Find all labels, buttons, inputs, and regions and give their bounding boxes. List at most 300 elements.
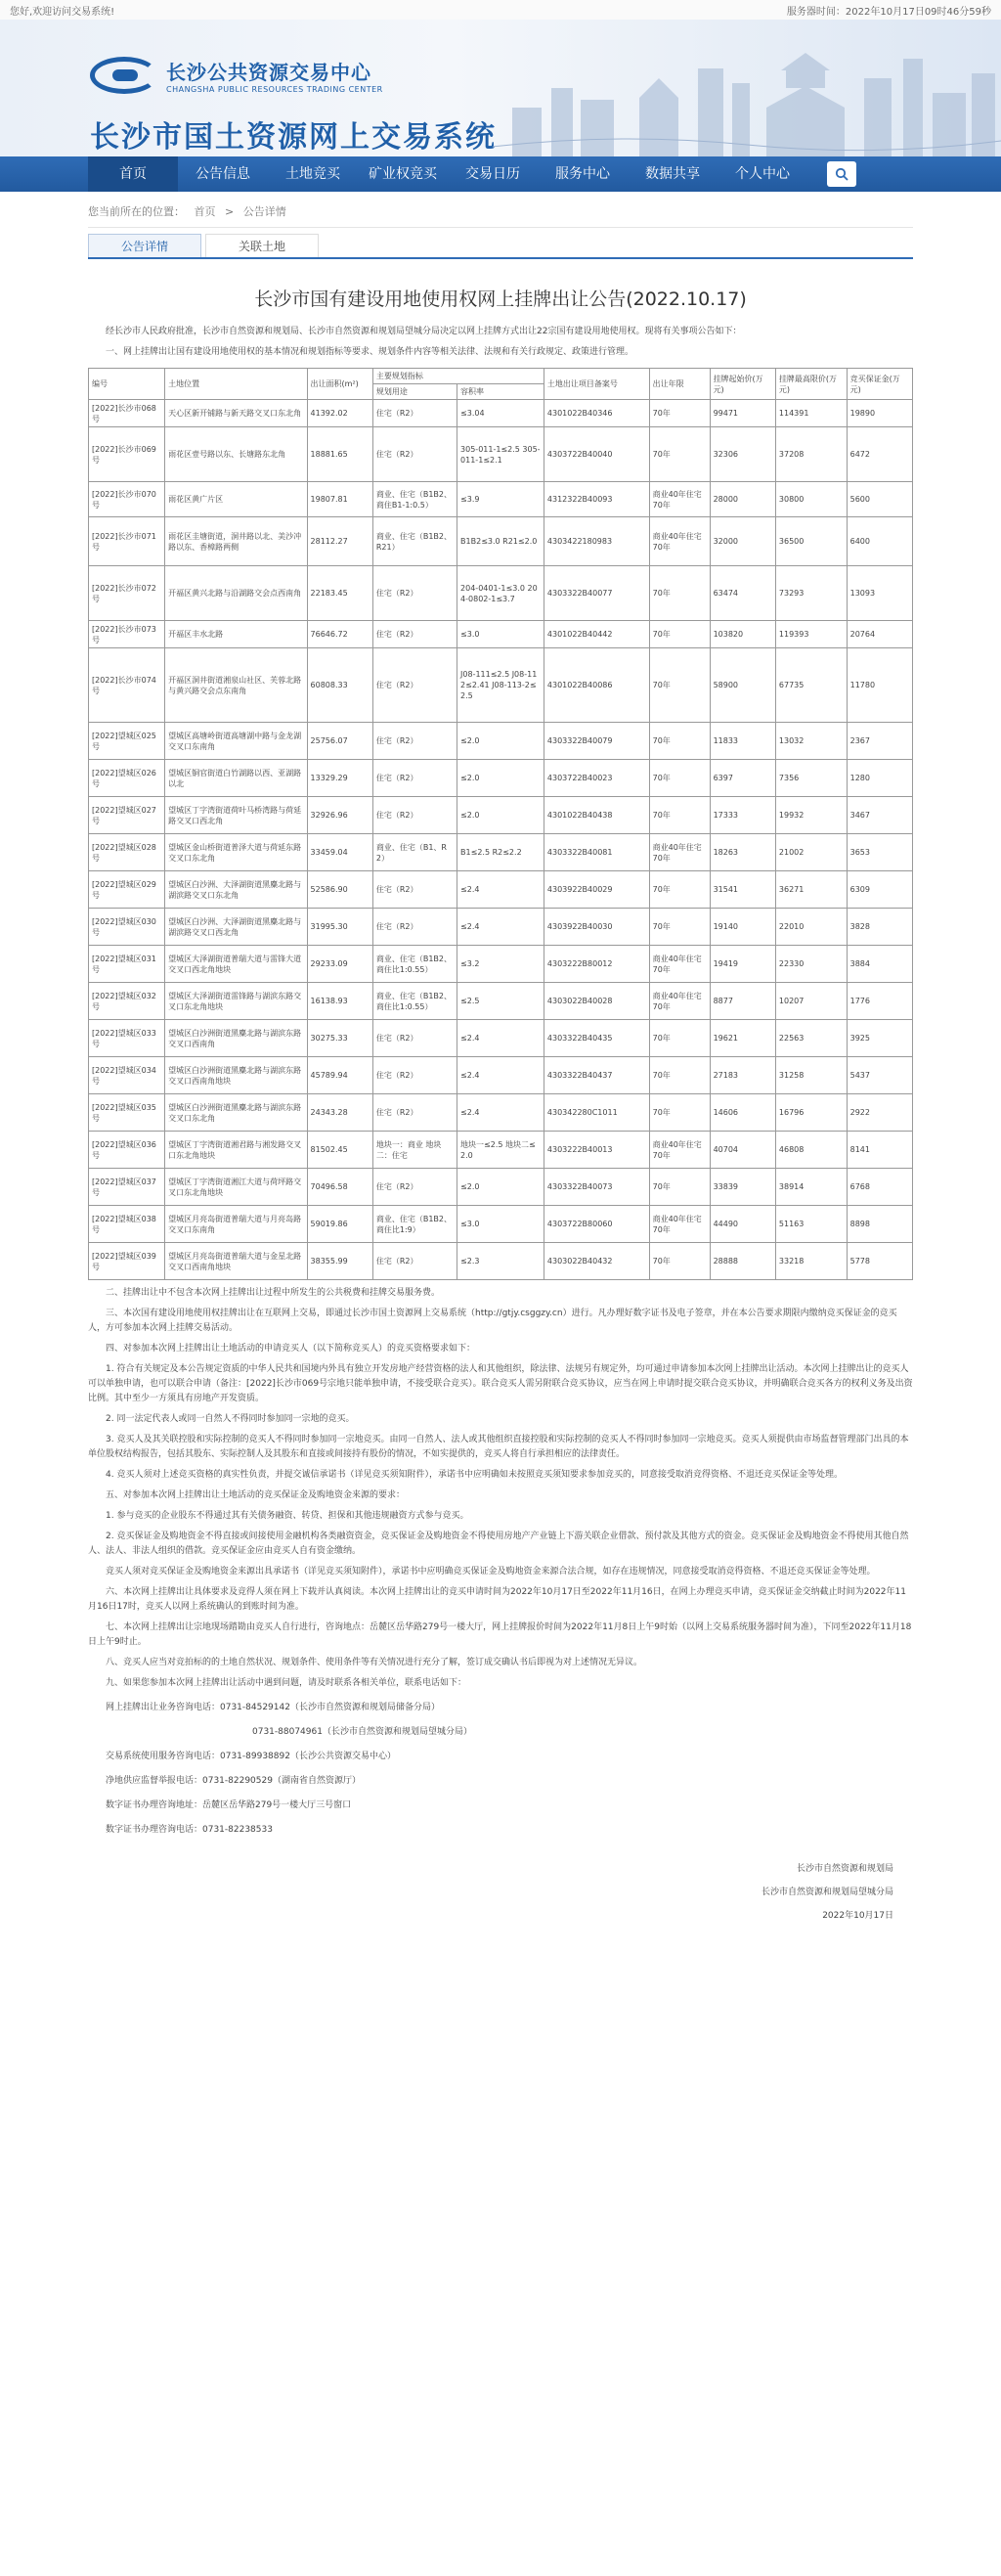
table-cell: [2022]望城区027号 [89,797,165,834]
table-cell: 雨花区壹号路以东、长塘路东北角 [165,427,307,482]
table-cell: 4303722B40023 [544,760,649,797]
table-cell: 32926.96 [307,797,372,834]
table-cell: 40704 [710,1132,775,1169]
table-cell: 70年 [649,909,710,946]
detail-tabs [88,234,913,259]
table-cell: ≤2.0 [457,760,544,797]
system-title: 长沙市国土资源网上交易系统 [90,120,497,155]
table-cell: ≤2.4 [457,1020,544,1057]
city-skyline-illustration [493,39,1001,156]
table-cell: 22330 [775,946,847,983]
table-cell: 望城区月亮岛街道普瑞大道与月亮岛路交叉口东南角 [165,1206,307,1243]
table-cell: 雨花区圭塘街道，洞井路以北、美沙冲路以东、香樟路两侧 [165,517,307,566]
land-parcel-table [88,368,913,1280]
server-time: 服务器时间：2022年10月17日09时46分59秒 [786,6,991,18]
table-row [89,797,913,834]
table-cell: 19419 [710,946,775,983]
announcement-paragraph: 七、本次网上挂牌出让宗地现场踏勘由竞买人自行进行，咨询地点：岳麓区岳华路279号一楼大厅，网上挂牌报价时间为2022年11月8日上午9时始（以网上交易系统服务器时间为准），下同至2022年11月18日上午9时止。 [88,1622,912,1647]
signature-org-2: 长沙市自然资源和规划局望城分局 [761,1888,893,1897]
table-cell: 1280 [847,760,912,797]
tab-related-land[interactable]: 关联土地 [205,234,319,257]
nav-home[interactable]: 首页 [88,156,178,192]
table-cell: 商业、住宅（B1、R2） [372,834,457,871]
announcement-paragraph: 3. 竞买人及其关联控股和实际控制的竞买人不得同时参加同一宗地竞买。由同一自然人、法人或其他组织直接控股和实际控制的竞买人不得同时参加同一宗地竞买。竞买人须提供由市场监督管理部门出具的本单位股权结构报告，包括其股东、实际控制人及其股东和直接或间接持有股份的情况，不如实提供的，竞买人将自行承担相应的法律责任。 [88,1435,909,1459]
table-cell: 住宅（R2） [372,1094,457,1132]
table-cell: 望城区月亮岛街道普瑞大道与金星北路交叉口西南角地块 [165,1243,307,1280]
table-cell: 开福区黄兴北路与沿湖路交会点西南角 [165,566,307,621]
table-cell: 4303922B40029 [544,871,649,909]
table-cell: 住宅（R2） [372,1169,457,1206]
table-cell: 望城区白沙洲街道黑麋北路与湖滨东路交叉口西南角地块 [165,1057,307,1094]
announcement-paragraph: 竞买人须对竞买保证金及购地资金来源出具承诺书（详见竞买须知附件），承诺书中应明确竞买保证金及购地资金来源合法合规，如存在违规情况，同意接受取消竞得资格、不退还竞买保证金等处理。 [106,1567,876,1577]
table-cell: 住宅（R2） [372,566,457,621]
table-cell: 99471 [710,400,775,427]
table-cell: 6309 [847,871,912,909]
table-cell: 商业40年住宅70年 [649,834,710,871]
table-cell: ≤2.0 [457,723,544,760]
table-cell: 30800 [775,482,847,517]
announcement-paragraph: 2. 同一法定代表人或同一自然人不得同时参加同一宗地的竞买。 [106,1414,355,1424]
table-cell: ≤2.3 [457,1243,544,1280]
table-cell: [2022]望城区039号 [89,1243,165,1280]
main-nav [0,156,1001,192]
table-row [89,1169,913,1206]
table-cell: 70年 [649,723,710,760]
table-cell: 103820 [710,621,775,648]
table-cell: 望城区大泽湖街道普瑞大道与雷锋大道交叉口西北角地块 [165,946,307,983]
signature-block [88,1857,913,1928]
table-cell: 8898 [847,1206,912,1243]
table-cell: 开福区丰水北路 [165,621,307,648]
table-cell: 31995.30 [307,909,372,946]
nav-service-center[interactable]: 服务中心 [555,166,610,182]
table-cell: [2022]望城区028号 [89,834,165,871]
table-cell: 14606 [710,1094,775,1132]
table-row [89,723,913,760]
table-header-row [89,369,913,384]
table-cell: 商业40年住宅70年 [649,517,710,566]
table-cell: ≤2.5 [457,983,544,1020]
header-planning-group: 主要规划指标 [372,369,544,384]
table-cell: 70年 [649,1169,710,1206]
table-cell: 38355.99 [307,1243,372,1280]
table-cell: 4303222B40013 [544,1132,649,1169]
table-cell: 41392.02 [307,400,372,427]
nav-personal-center[interactable]: 个人中心 [735,166,790,182]
table-cell: 19807.81 [307,482,372,517]
table-cell: 2922 [847,1094,912,1132]
table-cell: 19932 [775,797,847,834]
table-cell: 8141 [847,1132,912,1169]
table-cell: 119393 [775,621,847,648]
table-cell: [2022]望城区025号 [89,723,165,760]
table-cell: 6472 [847,427,912,482]
table-cell: 51163 [775,1206,847,1243]
table-cell: 4303322B40079 [544,723,649,760]
table-cell: 29233.09 [307,946,372,983]
table-cell: 5600 [847,482,912,517]
table-cell: B1≤2.5 R2≤2.2 [457,834,544,871]
table-cell: ≤2.4 [457,1094,544,1132]
contact-list [88,1701,913,1838]
table-row [89,427,913,482]
table-cell: 5778 [847,1243,912,1280]
table-row [89,1132,913,1169]
header-far: 容积率 [457,384,544,400]
table-cell: 70年 [649,427,710,482]
table-cell: [2022]长沙市074号 [89,648,165,723]
table-cell: 4303022B40028 [544,983,649,1020]
table-cell: 望城区白沙洲街道黑麋北路与湖滨东路交叉口西南角 [165,1020,307,1057]
table-cell: ≤2.4 [457,909,544,946]
table-cell: 商业40年住宅70年 [649,482,710,517]
table-cell: 住宅（R2） [372,621,457,648]
nav-land-bidding[interactable]: 土地竞买 [285,166,340,182]
table-cell: 70年 [649,1020,710,1057]
table-row [89,1243,913,1280]
table-cell: 雨花区黄广片区 [165,482,307,517]
announcement-paragraph: 二、挂牌出让中不包含本次网上挂牌出让过程中所发生的公共税费和挂牌交易服务费。 [106,1288,441,1298]
header-deposit: 竞买保证金(万元) [847,369,912,400]
table-cell: ≤3.9 [457,482,544,517]
table-cell: 45789.94 [307,1057,372,1094]
table-cell: 4301022B40086 [544,648,649,723]
table-cell: 70年 [649,1243,710,1280]
table-cell: 21002 [775,834,847,871]
search-icon [835,167,849,181]
table-cell: 望城区丁字湾街道湘江大道与荷坪路交叉口东北角地块 [165,1169,307,1206]
table-cell: 31258 [775,1057,847,1094]
table-cell: [2022]望城区038号 [89,1206,165,1243]
nav-data-sharing[interactable]: 数据共享 [645,166,700,182]
table-cell: 望城区大泽湖街道雷锋路与湖滨东路交叉口东北角地块 [165,983,307,1020]
table-cell: 4312322B40093 [544,482,649,517]
table-cell: [2022]望城区031号 [89,946,165,983]
table-cell: 70年 [649,760,710,797]
table-cell: 13329.29 [307,760,372,797]
table-cell: 4303322B40435 [544,1020,649,1057]
tab-announcement-detail[interactable]: 公告详情 [88,234,201,257]
table-cell: 11833 [710,723,775,760]
table-cell: 望城区丁字湾街道荷叶马桥湾路与荷延路交叉口西北角 [165,797,307,834]
announcement-paragraph: 六、本次网上挂牌出让具体要求及竞得人须在网上下载并认真阅读。本次网上挂牌出让的竞买申请时间为2022年10月17日至2022年11月16日，在网上办理竞买申请，竞买保证金交纳截止时间为2022年11月16日17时，竞买人以网上系统确认的到账时间为准。 [88,1587,906,1612]
announcement-paragraph: 2. 竞买保证金及购地资金不得直接或间接使用金融机构各类融资资金，竞买保证金及购地资金不得使用房地产产业链上下游关联企业借款、预付款及其他方式的资金。竞买保证金及购地资金不得使用其他自然人、法人、非法人组织的借款。竞买保证金应由竞买人自有资金缴纳。 [88,1532,909,1556]
table-cell: 住宅（R2） [372,797,457,834]
table-cell: 18263 [710,834,775,871]
table-cell: ≤2.0 [457,797,544,834]
table-row [89,648,913,723]
table-cell: 4303322B40081 [544,834,649,871]
table-cell: 22010 [775,909,847,946]
table-cell: 2367 [847,723,912,760]
table-cell: ≤3.0 [457,1206,544,1243]
table-row [89,834,913,871]
table-cell: [2022]望城区034号 [89,1057,165,1094]
table-row [89,566,913,621]
contact-line: 数字证书办理咨询地址：岳麓区岳华路279号一楼大厅三号窗口 [106,1800,352,1810]
table-cell: 70年 [649,871,710,909]
site-banner [0,20,1001,156]
table-cell: 望城区白沙洲、大泽湖街道黑麋北路与湖滨路交叉口东北角 [165,871,307,909]
table-cell: [2022]长沙市071号 [89,517,165,566]
table-cell: 3884 [847,946,912,983]
table-cell: 430342280C1011 [544,1094,649,1132]
table-cell: 16796 [775,1094,847,1132]
table-cell: 204-0401-1≤3.0 204-0802-1≤3.7 [457,566,544,621]
table-cell: 5437 [847,1057,912,1094]
table-cell: 3828 [847,909,912,946]
contact-line: 交易系统使用服务咨询电话：0731-89938892（长沙公共资源交易中心） [106,1752,396,1761]
table-cell: 17333 [710,797,775,834]
intro-paragraph: 经长沙市人民政府批准，长沙市自然资源和规划局、长沙市自然资源和规划局望城分局决定以网上挂牌方式出让22宗国有建设用地使用权。现将有关事项公告如下： [106,327,742,336]
header-max-price: 挂牌最高限价(万元) [775,369,847,400]
table-cell: 73293 [775,566,847,621]
table-cell: 6768 [847,1169,912,1206]
table-cell: ≤2.4 [457,871,544,909]
table-cell: 住宅（R2） [372,760,457,797]
table-cell: 望城区白沙洲街道黑麋北路与湖滨东路交叉口东北角 [165,1094,307,1132]
table-cell: 22563 [775,1020,847,1057]
table-cell: 25756.07 [307,723,372,760]
table-cell: 商业、住宅（B1B2、商住B1-1:0.5） [372,482,457,517]
announcement-paragraph: 1. 符合有关规定及本公告规定资质的中华人民共和国境内外具有独立开发房地产经营资格的法人和其他组织，除法律、法规另有规定外，均可通过申请参加本次网上挂牌出让活动。本次网上挂牌出让的竞买人可以单独申请，也可以联合申请（备注：[2022]长沙市069号宗地只能单独申请，不接受联合竞买）。联合竞买人需另附联合竞买协议，应当在网上申请时提交联合竞买协议，并明确联合竞买各方的权利义务及出资比例。其中至少一方须具有房地产开发资质。 [88,1364,913,1403]
table-cell: 70年 [649,1057,710,1094]
table-cell: 天心区新开铺路与新天路交叉口东北角 [165,400,307,427]
table-cell: 地块一：商业 地块二：住宅 [372,1132,457,1169]
table-cell: 住宅（R2） [372,1057,457,1094]
table-cell: 商业、住宅（B1B2、商住比1:9） [372,1206,457,1243]
table-cell: 60808.33 [307,648,372,723]
table-cell: 19140 [710,909,775,946]
table-cell: [2022]望城区032号 [89,983,165,1020]
header-area: 出让面积(m²) [307,369,372,400]
table-cell: 24343.28 [307,1094,372,1132]
announcement-title: 长沙市国有建设用地使用权网上挂牌出让公告(2022.10.17) [254,289,747,310]
table-cell: [2022]望城区026号 [89,760,165,797]
table-cell: 4303722B80060 [544,1206,649,1243]
header-record-no: 土地出让项目备案号 [544,369,649,400]
table-cell: 3925 [847,1020,912,1057]
table-cell: 4301022B40346 [544,400,649,427]
table-cell: 望城区铜官街道白竹湖路以西、亚湖路以北 [165,760,307,797]
table-cell: 商业40年住宅70年 [649,983,710,1020]
table-cell: [2022]望城区029号 [89,871,165,909]
nav-announcements[interactable]: 公告信息 [196,166,250,182]
table-cell: 4303322B40073 [544,1169,649,1206]
org-logo[interactable] [90,57,383,94]
announcement-content [88,285,913,1928]
table-cell: 63474 [710,566,775,621]
table-cell: 4303322B40077 [544,566,649,621]
table-cell: 70年 [649,648,710,723]
table-cell: 18881.65 [307,427,372,482]
table-row [89,621,913,648]
table-cell: 28000 [710,482,775,517]
table-cell: [2022]长沙市072号 [89,566,165,621]
table-cell: 70年 [649,1094,710,1132]
land-table-body [89,400,913,1280]
table-cell: 望城区丁字湾街道湘君路与湘发路交叉口东北角地块 [165,1132,307,1169]
table-cell: 商业、住宅（B1B2、商住比1:0.55） [372,946,457,983]
table-cell: 30275.33 [307,1020,372,1057]
announcement-paragraph: 九、如果您参加本次网上挂牌出让活动中遇到问题，请及时联系各相关单位，联系电话如下： [106,1678,467,1688]
table-row [89,871,913,909]
table-cell: 地块一≤2.5 地块二≤2.0 [457,1132,544,1169]
announcement-paragraph: 1. 参与竞买的企业股东不得通过其有关债务融资、转贷、担保和其他违规融资方式参与竞买。 [106,1511,469,1521]
signature-date: 2022年10月17日 [822,1911,893,1921]
table-cell: 37208 [775,427,847,482]
table-cell: 望城区金山桥街道普泽大道与荷延东路交叉口东北角 [165,834,307,871]
top-info-bar [0,0,1001,20]
table-cell: 20764 [847,621,912,648]
table-cell: [2022]望城区037号 [89,1169,165,1206]
table-cell: 36271 [775,871,847,909]
table-cell: ≤2.0 [457,1169,544,1206]
table-cell: 住宅（R2） [372,427,457,482]
table-cell: 3467 [847,797,912,834]
table-cell: 52586.90 [307,871,372,909]
table-cell: 4301022B40442 [544,621,649,648]
table-cell: 商业、住宅（B1B2、R21） [372,517,457,566]
table-row [89,983,913,1020]
table-cell: J08-111≤2.5 J08-112≤2.41 J08-113-2≤2.5 [457,648,544,723]
table-cell: 商业、住宅（B1B2、商住比1:0.55） [372,983,457,1020]
search-button[interactable] [827,161,856,187]
table-row [89,517,913,566]
table-row [89,909,913,946]
table-cell: 4303222B80012 [544,946,649,983]
announcement-paragraph: 四、对参加本次网上挂牌出让土地活动的申请竞买人（以下简称竞买人）的竞买资格要求如下： [106,1344,476,1354]
table-row [89,400,913,427]
table-cell: 住宅（R2） [372,871,457,909]
table-cell: 70年 [649,400,710,427]
table-cell: 58900 [710,648,775,723]
table-cell: 3653 [847,834,912,871]
breadcrumb-home[interactable]: 首页 [194,205,216,218]
table-cell: 70年 [649,566,710,621]
table-cell: 商业40年住宅70年 [649,946,710,983]
header-usage: 规划用途 [372,384,457,400]
table-cell: 4303322B40437 [544,1057,649,1094]
header-term: 出让年限 [649,369,710,400]
table-cell: 22183.45 [307,566,372,621]
breadcrumb-current: 公告详情 [242,205,286,218]
table-cell: 4303422180983 [544,517,649,566]
org-name-cn: 长沙公共资源交易中心 [166,61,371,84]
announcement-paragraph: 4. 竞买人须对上述竞买资格的真实性负责，并提交诚信承诺书（详见竞买须知附件），承诺书中应明确如未按照竞买须知要求参加竞买的，同意接受取消竞得资格、不退还竞买保证金等处理。 [106,1470,843,1480]
table-cell: 1776 [847,983,912,1020]
welcome-text: 您好,欢迎访问交易系统! [10,6,115,18]
table-cell: ≤3.2 [457,946,544,983]
table-cell: 住宅（R2） [372,648,457,723]
table-cell: 13032 [775,723,847,760]
table-cell: [2022]长沙市068号 [89,400,165,427]
table-cell: [2022]望城区033号 [89,1020,165,1057]
table-cell: 33459.04 [307,834,372,871]
table-cell: 19890 [847,400,912,427]
org-logo-icon [90,57,158,94]
nav-trade-calendar[interactable]: 交易日历 [465,166,520,182]
table-cell: 33218 [775,1243,847,1280]
table-row [89,946,913,983]
table-cell: 16138.93 [307,983,372,1020]
table-cell: 4303922B40030 [544,909,649,946]
table-cell: 4303022B40432 [544,1243,649,1280]
table-cell: 4303722B40040 [544,427,649,482]
contact-line: 净地供应监督举报电话：0731-82290529（湖南省自然资源厅） [106,1776,361,1786]
table-cell: 住宅（R2） [372,1020,457,1057]
table-cell: 8877 [710,983,775,1020]
table-row [89,1020,913,1057]
header-start-price: 挂牌起始价(万元) [710,369,775,400]
table-cell: 商业40年住宅70年 [649,1132,710,1169]
table-cell: 114391 [775,400,847,427]
table-row [89,482,913,517]
table-cell: 46808 [775,1132,847,1169]
announcement-paragraphs [88,1286,913,1691]
table-cell: 住宅（R2） [372,909,457,946]
table-cell: 望城区白沙洲、大泽湖街道黑麋北路与湖滨路交叉口西北角 [165,909,307,946]
table-cell: 望城区高塘岭街道高塘湖中路与金龙湖交叉口东南角 [165,723,307,760]
table-cell: 32306 [710,427,775,482]
table-cell: [2022]望城区030号 [89,909,165,946]
table-cell: 44490 [710,1206,775,1243]
table-cell: 59019.86 [307,1206,372,1243]
table-cell: 6400 [847,517,912,566]
table-row [89,1057,913,1094]
table-cell: 28112.27 [307,517,372,566]
nav-mining-rights[interactable]: 矿业权竞买 [369,166,437,182]
table-cell: 33839 [710,1169,775,1206]
header-location: 土地位置 [165,369,307,400]
table-cell: 7356 [775,760,847,797]
breadcrumb-prefix: 您当前所在的位置： [88,205,185,218]
table-cell: 住宅（R2） [372,723,457,760]
table-cell: 27183 [710,1057,775,1094]
table-cell: 70年 [649,621,710,648]
announcement-paragraph: 五、对参加本次网上挂牌出让土地活动的竞买保证金及购地资金来源的要求： [106,1490,406,1500]
table-cell: 81502.45 [307,1132,372,1169]
breadcrumb [88,203,913,228]
table-cell: 70496.58 [307,1169,372,1206]
table-cell: 住宅（R2） [372,400,457,427]
table-cell: 6397 [710,760,775,797]
table-cell: ≤3.04 [457,400,544,427]
contact-line: 网上挂牌出让业务咨询电话：0731-84529142（长沙市自然资源和规划局储备分局） [106,1703,440,1712]
table-cell: 70年 [649,797,710,834]
contact-line: 0731-88074961（长沙市自然资源和规划局望城分局） [252,1727,472,1737]
table-cell: 住宅（R2） [372,1243,457,1280]
table-cell: 36500 [775,517,847,566]
table-cell: 商业40年住宅70年 [649,1206,710,1243]
table-cell: 10207 [775,983,847,1020]
table-cell: 32000 [710,517,775,566]
table-cell: 38914 [775,1169,847,1206]
table-cell: [2022]望城区035号 [89,1094,165,1132]
breadcrumb-separator: > [225,205,235,218]
table-cell: 67735 [775,648,847,723]
table-row [89,760,913,797]
announcement-paragraph: 三、本次国有建设用地使用权挂牌出让在互联网上交易，即通过长沙市国土资源网上交易系统（http://gtjy.csggzy.cn）进行。凡办理好数字证书及电子签章，并在本公告要求期限内缴纳竞买保证金的竞买人，方可参加本次网上挂牌交易活动。 [88,1309,897,1333]
table-cell: [2022]长沙市070号 [89,482,165,517]
announcement-paragraph: 八、竞买人应当对竞拍标的的土地自然状况、规划条件、使用条件等有关情况进行充分了解，签订成交确认书后即视为对上述情况无异议。 [106,1658,643,1667]
table-cell: 19621 [710,1020,775,1057]
table-cell: 11780 [847,648,912,723]
table-cell: [2022]望城区036号 [89,1132,165,1169]
table-cell: ≤2.4 [457,1057,544,1094]
table-row [89,1094,913,1132]
table-row [89,1206,913,1243]
